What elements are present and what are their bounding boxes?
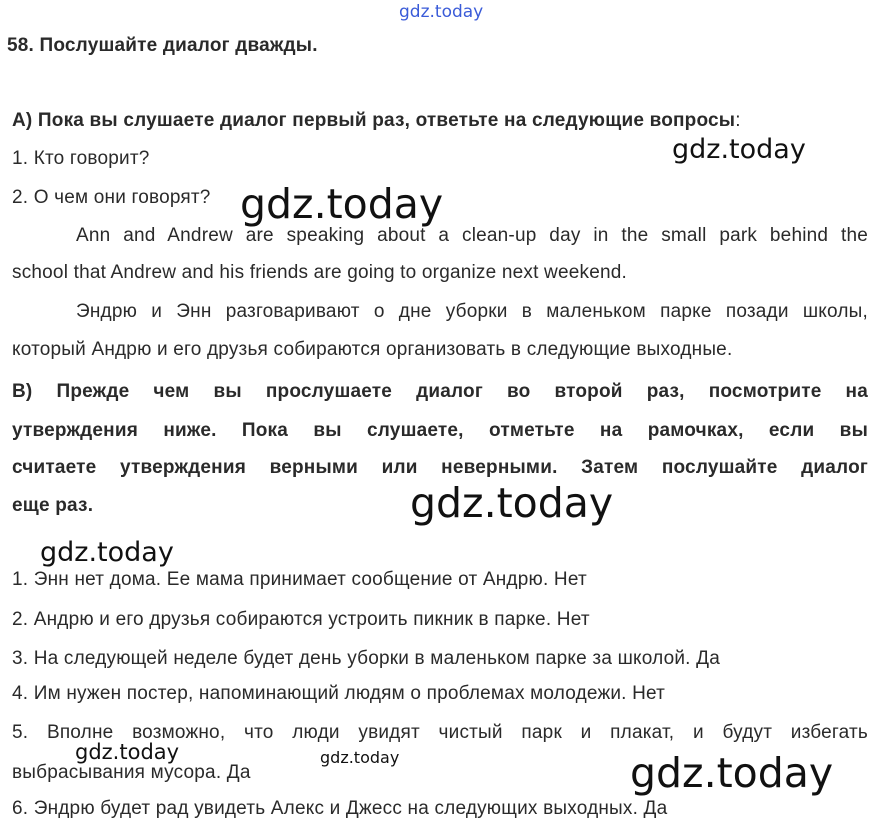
answer-ru-line-1: Эндрю и Энн разговаривают о дне уборки в маленьком парке позади школы, <box>76 301 868 322</box>
part-a-heading-colon: : <box>735 110 741 131</box>
watermark: gdz.today <box>40 537 174 568</box>
statement-1: 1. Энн нет дома. Ее мама принимает сообщение от Андрю. Нет <box>12 569 587 590</box>
watermark: gdz.today <box>399 2 484 22</box>
part-b-line-3: считаете утверждения верными или неверными. Затем послушайте диалог <box>12 457 868 478</box>
part-b-line-1: B) Прежде чем вы прослушаете диалог во второй раз, посмотрите на <box>12 381 868 402</box>
watermark: gdz.today <box>240 180 444 228</box>
statement-5-line-1: 5. Вполне возможно, что люди увидят чистый парк и плакат, и будут избегать <box>12 722 868 743</box>
statement-2: 2. Андрю и его друзья собираются устроить пикник в парке. Нет <box>12 609 590 630</box>
statement-6: 6. Эндрю будет рад увидеть Алекс и Джесс на следующих выходных. Да <box>12 798 668 819</box>
watermark: gdz.today <box>630 749 834 797</box>
statement-3: 3. На следующей неделе будет день уборки в маленьком парке за школой. Да <box>12 648 720 669</box>
watermark: gdz.today <box>320 748 400 767</box>
answer-en-line-1: Ann and Andrew are speaking about a clean-up day in the small park behind the <box>76 225 868 246</box>
statement-5-line-2: выбрасывания мусора. Да <box>12 762 251 783</box>
part-a-heading <box>12 110 741 132</box>
part-a-heading-text: A) Пока вы слушаете диалог первый раз, ответьте на следующие вопросы <box>12 110 736 131</box>
answer-ru-line-2: который Андрю и его друзья собираются организовать в следующие выходные. <box>12 339 733 360</box>
watermark: gdz.today <box>410 479 614 527</box>
exercise-title: 58. Послушайте диалог дважды. <box>7 35 318 56</box>
watermark: gdz.today <box>672 134 806 165</box>
question-1: 1. Кто говорит? <box>12 148 150 169</box>
statement-4: 4. Им нужен постер, напоминающий людям о проблемах молодежи. Нет <box>12 683 666 704</box>
watermark: gdz.today <box>75 740 180 764</box>
question-2: 2. О чем они говорят? <box>12 187 211 208</box>
part-b-line-4: еще раз. <box>12 495 94 516</box>
part-b-line-2: утверждения ниже. Пока вы слушаете, отметьте на рамочках, если вы <box>12 420 868 441</box>
answer-en-line-2: school that Andrew and his friends are going to organize next weekend. <box>12 262 627 283</box>
